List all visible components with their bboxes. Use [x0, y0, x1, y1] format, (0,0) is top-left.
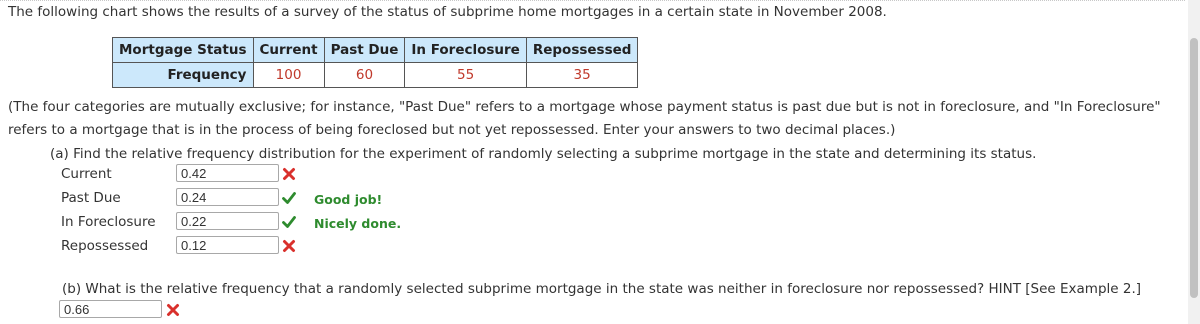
row-label-past-due: Past Due [61, 190, 121, 206]
correct-check-icon [282, 215, 296, 229]
table-row [113, 63, 638, 88]
cell-current: 100 [253, 63, 324, 88]
incorrect-x-icon [166, 303, 180, 317]
answer-input-part-b[interactable] [59, 300, 162, 318]
header-current: Current [253, 38, 324, 63]
header-mortgage-status: Mortgage Status [113, 38, 254, 63]
vertical-scrollbar[interactable] [1188, 0, 1200, 324]
incorrect-x-icon [282, 167, 296, 181]
correct-check-icon [282, 191, 296, 205]
row-label-frequency: Frequency [113, 63, 254, 88]
answer-input-repossessed[interactable] [176, 236, 279, 254]
answer-input-past-due[interactable] [176, 188, 279, 206]
row-label-in-foreclosure: In Foreclosure [61, 214, 156, 230]
scrollbar-thumb[interactable] [1190, 38, 1198, 298]
row-label-current: Current [61, 166, 112, 182]
top-divider [0, 0, 1185, 1]
incorrect-x-icon [282, 239, 296, 253]
cell-repossessed: 35 [526, 63, 638, 88]
answer-input-current[interactable] [176, 164, 279, 182]
question-a: (a) Find the relative frequency distribution for the experiment of randomly selecting a subprime mortgage in the state and determining its status. [50, 146, 1037, 162]
feedback-in-foreclosure: Nicely done. [314, 216, 402, 231]
cell-past-due: 60 [324, 63, 405, 88]
feedback-past-due: Good job! [314, 192, 383, 207]
question-b: (b) What is the relative frequency that a randomly selected subprime mortgage in the state was neither in foreclosure nor repossessed? HINT [See Example 2.] [62, 281, 1142, 297]
table-header-row [113, 38, 638, 63]
instructions-note: (The four categories are mutually exclusive; for instance, "Past Due" refers to a mortgage whose payment status is past due but is not in foreclosure, and "In Foreclosure" refers to a mortgage that is in the process of being foreclosed but not yet repossessed. Enter your answers to two decimal places.) [8, 99, 1161, 138]
answer-input-in-foreclosure[interactable] [176, 212, 279, 230]
survey-table [112, 37, 638, 88]
header-in-foreclosure: In Foreclosure [405, 38, 526, 63]
header-repossessed: Repossessed [526, 38, 638, 63]
row-label-repossessed: Repossessed [61, 238, 149, 254]
intro-text: The following chart shows the results of a survey of the status of subprime home mortgages in a certain state in November 2008. [8, 4, 887, 20]
header-past-due: Past Due [324, 38, 405, 63]
cell-in-foreclosure: 55 [405, 63, 526, 88]
